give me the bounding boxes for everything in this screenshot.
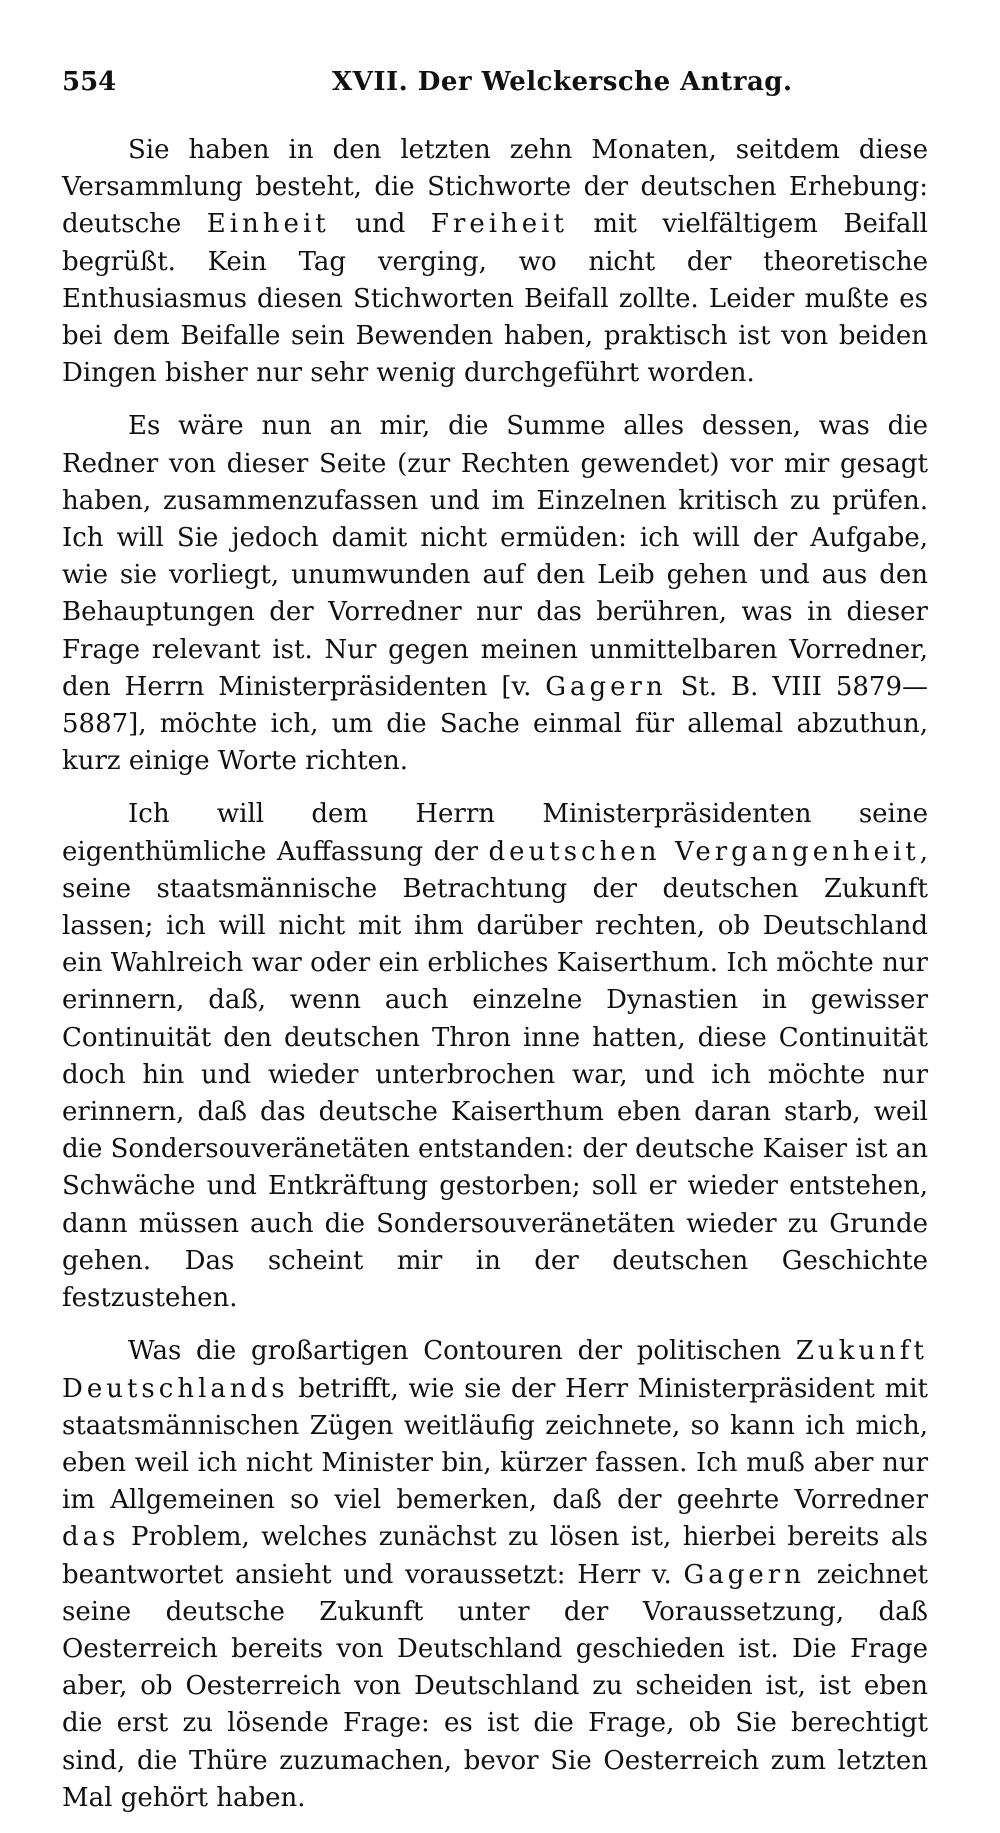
- paragraph: [62, 408, 928, 780]
- paragraph-text: und: [329, 209, 431, 240]
- paragraph-text: Problem, welches zunächst zu lösen ist, hierbei bereits als beantwortet ansieht und voraussetzt: Herr v.: [62, 1522, 928, 1590]
- paragraph-text: zeichnet seine deutsche Zukunft unter der Voraussetzung, daß Oesterreich bereits von Deutschland geschieden ist. Die Frage aber, ob Oesterreich von Deutschland zu scheiden ist, ist eben die erst zu lösende Frage: es ist die Frage, ob Sie berechtigt sind, die Thüre zuzumachen, bevor Sie Oesterreich zum letzten Mal gehört haben.: [62, 1559, 928, 1813]
- paragraph-text: Sie haben in den letzten zehn Monaten, seitdem diese Versammlung besteht, die Stichworte der deutschen Erhebung: deutsche: [62, 135, 928, 240]
- emphasized-text: deutschen Vergangenheit: [488, 836, 920, 867]
- emphasized-text: Zukunft Deutschlands: [62, 1336, 928, 1404]
- paragraph-text: betrifft, wie sie der Herr Ministerpräsident mit staatsmännischen Zügen weitläufig zeichnete, so kann ich mich, eben weil ich nicht Minister bin, kürzer fassen. Ich muß aber nur im Allgemeinen so viel bemerken, daß der geehrte Vorredner: [62, 1373, 928, 1516]
- paragraph-text: Es wäre nun an mir, die Summe alles dessen, was die Redner von dieser Seite (zur Rechten gewendet) vor mir gesagt haben, zusammenzufassen und im Einzelnen kritisch zu prüfen. Ich will Sie jedoch damit nicht ermüden: ich will der Aufgabe, wie sie vorliegt, unumwunden auf den Leib gehen und aus den Behauptungen der Vorredner nur das berühren, was in dieser Frage relevant ist. Nur gegen meinen unmittelbaren Vorredner, den Herrn Ministerpräsidenten [v.: [62, 411, 928, 702]
- paragraph: [62, 132, 928, 392]
- paragraph-text: mit vielfältigem Beifall begrüßt. Kein Tag verging, wo nicht der theoretische Enthusiasmus diesen Stichworten Beifall zollte. Leider mußte es bei dem Beifalle sein Bewenden haben, praktisch ist von beiden Dingen bisher nur sehr wenig durchgeführt worden.: [62, 209, 928, 389]
- emphasized-text: das: [62, 1522, 120, 1553]
- emphasized-text: Freiheit: [430, 209, 568, 240]
- paragraph: [62, 1333, 928, 1817]
- paragraph-text: , seine staatsmännische Betrachtung der deutschen Zukunft lassen; ich will nicht mit ihm darüber rechten, ob Deutschland ein Wahlreich war oder ein erbliches Kaiserthum. Ich möchte nur erinnern, daß, wenn auch einzelne Dynastien in gewisser Continuität den deutschen Thron inne hatten, diese Continuität doch hin und wieder unterbrochen war, und ich möchte nur erinnern, daß das deutsche Kaiserthum eben daran starb, weil die Sondersouveränetäten entstanden: der deutsche Kaiser ist an Schwäche und Entkräftung gestorben; soll er wieder entstehen, dann müssen auch die Sondersouveränetäten wieder zu Grunde gehen. Das scheint mir in der deutschen Geschichte festzustehen.: [62, 836, 928, 1314]
- paragraph-text: Ich will dem Herrn Ministerpräsidenten seine eigenthümliche Auffassung der: [62, 799, 928, 867]
- paragraph-text: St. B. VIII 5879—5887], möchte ich, um die Sache einmal für allemal abzuthun, kurz einige Worte richten.: [62, 671, 928, 777]
- page-number: 554: [62, 67, 117, 97]
- page-header: [62, 62, 928, 102]
- running-title: XVII. Der Welckersche Antrag.: [332, 67, 793, 97]
- paragraph-text: Was die großartigen Contouren der politischen: [128, 1336, 796, 1367]
- body-text: [62, 132, 928, 1833]
- emphasized-text: Einheit: [206, 209, 330, 240]
- emphasized-text: Gagern: [545, 671, 667, 702]
- paragraph: [62, 796, 928, 1317]
- emphasized-text: Gagern: [683, 1559, 805, 1590]
